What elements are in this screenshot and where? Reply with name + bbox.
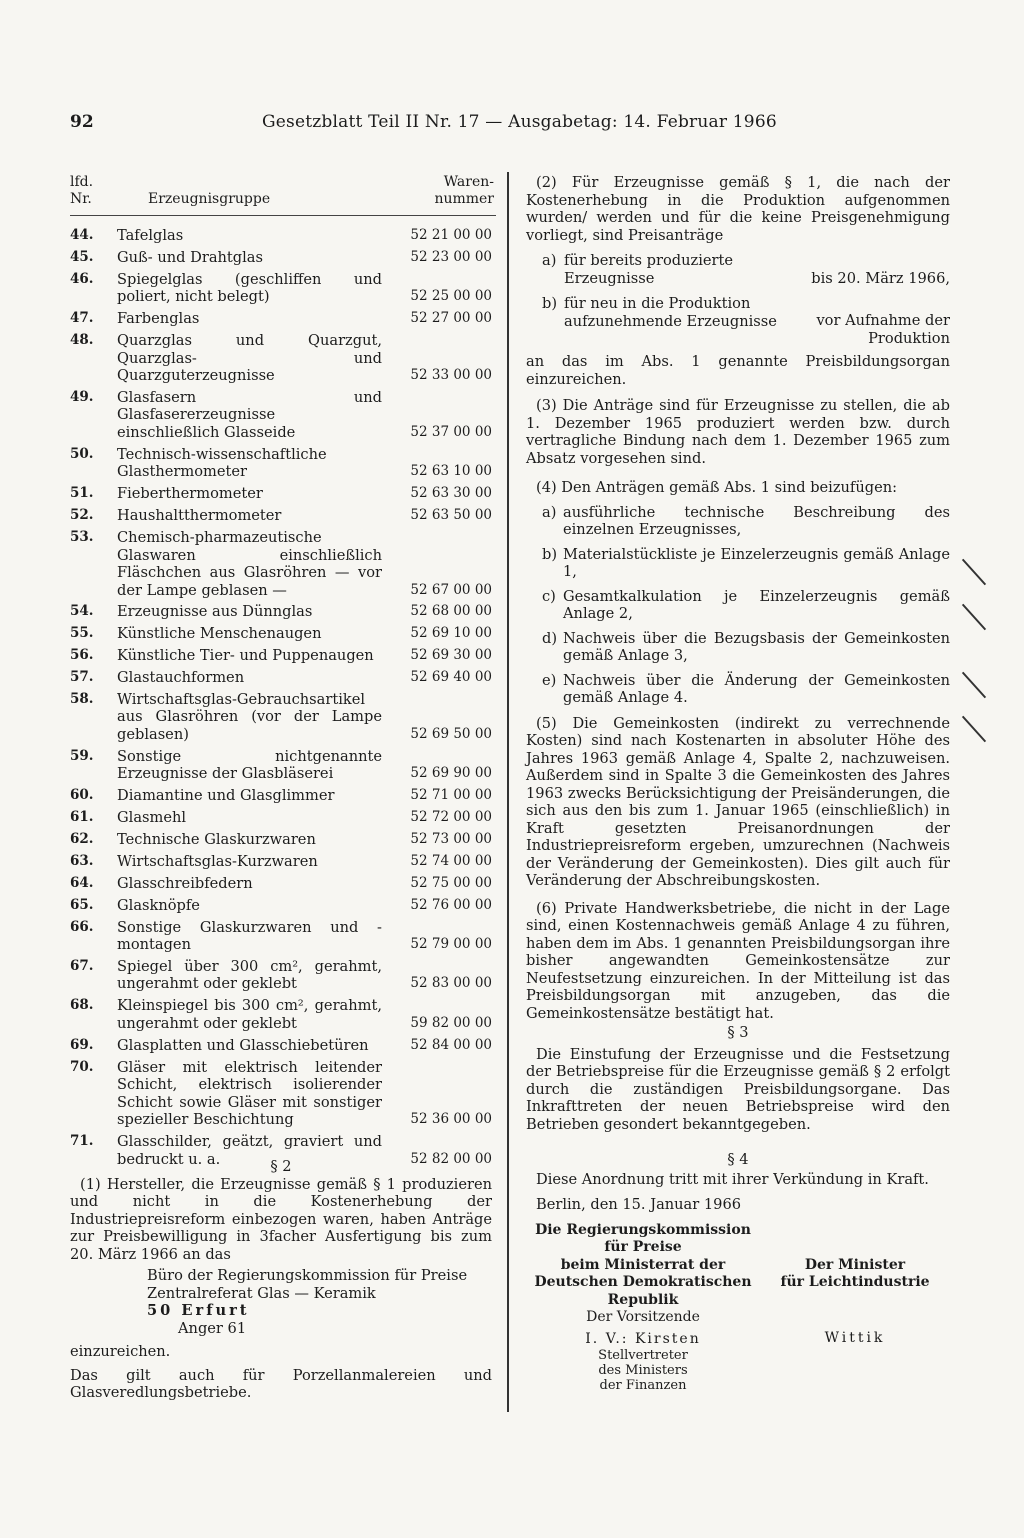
row-product-group: Sonstige nichtgenannte Erzeugnisse der Glasbläserei [117, 747, 382, 783]
sig-right-name: Wittik [824, 1329, 886, 1346]
row-number: 60. [70, 787, 94, 804]
sig-left-line-10: der Finanzen [599, 1378, 687, 1393]
row-product-group: Chemisch-pharmazeutische Glaswaren einschließlich Fläschchen aus Glasröhren — vor der Lampe geblasen — [117, 529, 382, 599]
table-row [70, 875, 496, 893]
deadline-b-date: vor Aufnahme der Produktion [816, 312, 950, 347]
row-number: 61. [70, 809, 94, 826]
attachment-label: a) [542, 503, 557, 521]
attachment-label: e) [542, 671, 557, 689]
row-goods-number: 52 27 00 00 [410, 310, 492, 327]
row-goods-number: 52 33 00 00 [410, 367, 492, 384]
row-goods-number: 52 36 00 00 [410, 1111, 492, 1128]
col-lfd-header [70, 174, 93, 208]
col-lfd-label-1: lfd. [70, 174, 94, 190]
section-3-text: Die Einstufung der Erzeugnisse und die Festsetzung der Betriebspreise für die Erzeugnisse gemäß § 2 erfolgt durch die zuständigen Preisbildungsorgane. Das Inkrafttreten der neuen Betriebspreise wird den Betrieben gesondert bekanntgegeben. [526, 1045, 950, 1133]
address-line-3: 50 Erfurt [147, 1302, 250, 1319]
column-rule [507, 172, 509, 1412]
table-row [70, 227, 496, 245]
row-number: 64. [70, 874, 94, 891]
table-row [70, 271, 496, 306]
row-product-group: Glasplatten und Glasschiebetüren [117, 1036, 369, 1054]
sig-left-line-4: Deutschen Demokratischen [534, 1274, 752, 1290]
col-number-header [434, 174, 494, 208]
row-goods-number: 52 69 40 00 [410, 669, 492, 686]
running-header: Gesetzblatt Teil II Nr. 17 — Ausgabetag: 14. Februar 1966 [262, 112, 777, 132]
sig-left-line-6: Der Vorsitzende [586, 1309, 700, 1325]
attachment-text: Materialstückliste je Einzelerzeugnis gemäß Anlage 1, [563, 545, 950, 580]
row-product-group: Erzeugnisse aus Dünnglas [117, 603, 313, 621]
row-product-group: Spiegelglas (geschliffen und poliert, nicht belegt) [117, 270, 382, 306]
sig-right-line-1: Der Minister [804, 1256, 906, 1273]
sig-right-line-2: für Leichtindustrie [780, 1274, 930, 1290]
table-row [70, 625, 496, 643]
sig-left-line-8: Stellvertreter [598, 1348, 688, 1363]
table-body [70, 227, 496, 1172]
row-number: 62. [70, 831, 94, 848]
row-goods-number: 52 23 00 00 [410, 248, 492, 265]
attachment-item [526, 504, 950, 539]
paragraph-3: (3) Die Anträge sind für Erzeugnisse zu stellen, die ab 1. Dezember 1965 produziert werden bzw. durch vertragliche Bindung nach dem 1. Dezember 1965 zum Absatz vorgesehen sind. [526, 397, 950, 467]
row-goods-number: 52 37 00 00 [410, 423, 492, 440]
row-number: 56. [70, 647, 94, 664]
table-row [70, 831, 496, 849]
row-number: 57. [70, 669, 94, 686]
row-goods-number: 52 84 00 00 [410, 1036, 492, 1053]
row-number: 51. [70, 485, 94, 502]
table-row [70, 310, 496, 328]
sig-left-name: I. V.: Kirsten [585, 1330, 701, 1347]
row-goods-number: 59 82 00 00 [410, 1014, 492, 1031]
row-goods-number: 52 67 00 00 [410, 581, 492, 598]
attachment-label: d) [542, 629, 558, 647]
table-row [70, 1037, 496, 1055]
margin-mark [962, 604, 986, 631]
col-number-label-1: Waren- [443, 174, 494, 190]
section-3-heading: § 3 [727, 1024, 749, 1041]
row-number: 47. [70, 310, 94, 327]
table-row [70, 787, 496, 805]
signature-block [526, 1222, 950, 1394]
page-number: 92 [70, 112, 94, 132]
row-product-group: Glasschreibfedern [117, 874, 253, 892]
table-row [70, 809, 496, 827]
row-number: 67. [70, 957, 94, 974]
row-goods-number: 52 69 10 00 [410, 625, 492, 642]
row-number: 59. [70, 747, 94, 764]
row-product-group: Haushaltthermometer [117, 507, 282, 525]
row-goods-number: 52 83 00 00 [410, 975, 492, 992]
deadline-a-label: a) [542, 252, 557, 269]
row-number: 65. [70, 896, 94, 913]
table-header [70, 172, 496, 212]
row-number: 50. [70, 445, 94, 462]
row-product-group: Farbenglas [117, 310, 200, 328]
address-line-2: Zentralreferat Glas — Keramik [147, 1284, 376, 1302]
sig-left-line-3: beim Ministerrat der [560, 1256, 726, 1273]
row-product-group: Künstliche Tier- und Puppenaugen [117, 647, 374, 665]
row-goods-number: 52 69 50 00 [410, 725, 492, 742]
section-4-heading: § 4 [727, 1151, 749, 1168]
row-number: 54. [70, 603, 94, 620]
row-product-group: Spiegel über 300 cm², gerahmt, ungerahmt oder geklebt [117, 957, 382, 993]
table-row [70, 897, 496, 915]
row-number: 44. [70, 227, 94, 243]
table-row [70, 507, 496, 525]
table-row [70, 1059, 496, 1129]
table-row [70, 446, 496, 481]
paragraph-6: (6) Private Handwerksbetriebe, die nicht in der Lage sind, einen Kostennachweis gemäß Anlage 4 zu führen, haben dem im Abs. 1 genannten Preisbildungsorgan ihre bisher angewandten Gemeinkostensätze zur Neufestsetzung einzureichen. In der Mitteilung ist das Preisbildungsorgan mit anzugeben, das die Gemeinkostensätze bestätigt hat. [526, 899, 950, 1022]
table-row [70, 332, 496, 385]
row-product-group: Fieberthermometer [117, 485, 263, 503]
address-block [147, 1267, 492, 1337]
section-2-paragraph-1: (1) Hersteller, die Erzeugnisse gemäß § 1 produzieren und nicht in die Kostenerhebung der Industriepreisreform einbezogen waren, haben Anträge zur Preisbewilligung in 3facher Ausfertigung bis zum 20. März 1966 an das [70, 1175, 492, 1263]
table-row [70, 529, 496, 599]
signature-right [760, 1222, 950, 1394]
address-line-4: Anger 61 [178, 1319, 247, 1337]
table-row [70, 485, 496, 503]
attachment-label: b) [542, 545, 558, 563]
row-product-group: Wirtschaftsglas-Gebrauchsartikel aus Glasröhren (vor der Lampe geblasen) [117, 690, 382, 743]
row-goods-number: 52 69 90 00 [410, 765, 492, 782]
row-number: 45. [70, 248, 94, 265]
row-product-group: Diamantine und Glasglimmer [117, 787, 335, 805]
section-2 [70, 1158, 492, 1402]
attachment-item [526, 588, 950, 623]
attachment-item [526, 672, 950, 707]
right-column [526, 174, 950, 1393]
table-row [70, 748, 496, 783]
row-number: 66. [70, 918, 94, 935]
row-goods-number: 52 76 00 00 [410, 896, 492, 913]
row-number: 48. [70, 332, 94, 349]
attachment-text: Nachweis über die Änderung der Gemeinkosten gemäß Anlage 4. [563, 671, 950, 706]
signature-left [526, 1222, 760, 1394]
row-number: 70. [70, 1058, 94, 1075]
row-product-group: Technische Glaskurzwaren [117, 831, 316, 849]
row-number: 52. [70, 507, 94, 524]
row-number: 63. [70, 852, 94, 869]
row-goods-number: 52 73 00 00 [410, 831, 492, 848]
row-product-group: Guß- und Drahtglas [117, 248, 263, 266]
row-goods-number: 52 71 00 00 [410, 787, 492, 804]
place-date: Berlin, den 15. Januar 1966 [536, 1196, 742, 1213]
row-number: 49. [70, 388, 94, 405]
address-line-1: Büro der Regierungskommission für Preise [147, 1267, 468, 1284]
table-row [70, 389, 496, 442]
row-product-group: Glasfasern und Glasfasererzeugnisse einschließlich Glasseide [117, 388, 382, 441]
row-number: 58. [70, 690, 94, 707]
table-row [70, 691, 496, 744]
table-header-rule [70, 215, 496, 216]
row-number: 55. [70, 625, 94, 642]
deadline-b-label: b) [542, 295, 558, 312]
row-number: 71. [70, 1133, 94, 1150]
row-goods-number: 52 68 00 00 [410, 603, 492, 620]
paragraph-2-end: an das im Abs. 1 genannte Preisbildungsorgan einzureichen. [526, 353, 950, 388]
deadline-a-date: bis 20. März 1966, [811, 269, 950, 287]
row-product-group: Wirtschaftsglas-Kurzwaren [117, 852, 318, 870]
deadline-b-text: für neu in die Produktion aufzunehmende Erzeugnisse [564, 295, 777, 330]
section-2-submit-text: einzureichen. [70, 1343, 171, 1360]
row-goods-number: 52 82 00 00 [410, 1150, 492, 1167]
row-product-group: Technisch-wissenschaftliche Glasthermometer [117, 445, 327, 481]
table-row [70, 853, 496, 871]
row-product-group: Künstliche Menschenaugen [117, 625, 322, 643]
table-row [70, 669, 496, 687]
deadline-b [542, 295, 950, 347]
sig-left-line-9: des Ministers [598, 1363, 688, 1378]
row-number: 69. [70, 1036, 94, 1053]
section-2-heading: § 2 [270, 1158, 292, 1175]
row-product-group: Glasmehl [117, 809, 187, 827]
row-goods-number: 52 63 50 00 [410, 507, 492, 524]
attachment-text: Nachweis über die Bezugsbasis der Gemeinkosten gemäß Anlage 3, [563, 629, 950, 664]
row-product-group: Glastauchformen [117, 669, 245, 687]
row-goods-number: 52 69 30 00 [410, 647, 492, 664]
table-row [70, 919, 496, 954]
attachment-text: Gesamtkalkulation je Einzelerzeugnis gemäß Anlage 2, [563, 587, 950, 622]
table-row [70, 249, 496, 267]
row-product-group: Gläser mit elektrisch leitender Schicht, elektrisch isolierender Schicht sowie Gläser mit sonstiger spezieller Beschichtung [117, 1058, 382, 1129]
row-number: 46. [70, 270, 94, 287]
row-goods-number: 52 63 30 00 [410, 485, 492, 502]
paragraph-2: (2) Für Erzeugnisse gemäß § 1, die nach der Kostenerhebung in die Produktion aufgenommen wurden/ werden und für die keine Preisgenehmigung vorliegt, sind Preisanträge [526, 174, 950, 244]
deadline-a-text: für bereits produzierte Erzeugnisse [564, 252, 733, 287]
sig-left-line-1: Die Regierungskommission [535, 1221, 751, 1238]
section-2-last-paragraph: Das gilt auch für Porzellanmalereien und Glasveredlungsbetriebe. [70, 1366, 492, 1401]
table-row [70, 958, 496, 993]
margin-mark [962, 716, 986, 743]
attachment-item [526, 630, 950, 665]
row-product-group: Glasknöpfe [117, 896, 200, 914]
row-goods-number: 52 21 00 00 [410, 227, 492, 243]
col-number-label-2: nummer [434, 191, 494, 207]
row-goods-number: 52 63 10 00 [410, 463, 492, 480]
row-product-group: Kleinspiegel bis 300 cm², gerahmt, ungerahmt oder geklebt [117, 997, 382, 1032]
col-lfd-label-2: Nr. [70, 191, 92, 207]
row-goods-number: 52 72 00 00 [410, 809, 492, 826]
row-goods-number: 52 75 00 00 [410, 874, 492, 891]
sig-left-line-2: für Preise [604, 1239, 682, 1255]
row-goods-number: 52 74 00 00 [410, 852, 492, 869]
paragraph-5: (5) Die Gemeinkosten (indirekt zu verrechnende Kosten) sind nach Kostenarten in absoluter Höhe des Jahres 1963 gemäß Anlage 4, Spalte 2, nachzuweisen. Außerdem sind in Spalte 3 die Gemeinkosten des Jahres 1963 zwecks Berücksichtigung der Preisänderungen, die sich aus den bis zum 1. Januar 1965 (einschließlich) in Kraft gesetzten Preisanordnungen der Industriepreisreform ergeben, umzurechnen (Nachweis der Veränderung der Gemeinkosten). Dies gilt auch für Veränderung der Abschreibungskosten. [526, 714, 950, 889]
row-goods-number: 52 25 00 00 [410, 288, 492, 305]
deadline-a [542, 252, 950, 287]
attachment-text: ausführliche technische Beschreibung des einzelnen Erzeugnisses, [563, 503, 950, 538]
table-row [70, 997, 496, 1032]
margin-mark [962, 559, 986, 586]
row-product-group: Quarzglas und Quarzgut, Quarzglas- und Quarzguterzeugnisse [117, 332, 382, 385]
row-number: 68. [70, 997, 94, 1014]
paragraph-4: (4) Den Anträgen gemäß Abs. 1 sind beizufügen: [536, 479, 898, 496]
table-row [70, 647, 496, 665]
sig-left-line-5: Republik [607, 1291, 679, 1308]
section-4-text: Diese Anordnung tritt mit ihrer Verkündung in Kraft. [536, 1170, 929, 1188]
attachment-item [526, 546, 950, 581]
row-product-group: Glasschilder, geätzt, graviert und bedruckt u. a. [117, 1133, 382, 1168]
col-group-header: Erzeugnisgruppe [148, 191, 271, 207]
row-product-group: Tafelglas [117, 227, 184, 244]
attachment-list [526, 504, 950, 707]
row-number: 53. [70, 529, 94, 546]
table-row [70, 603, 496, 621]
row-product-group: Sonstige Glaskurzwaren und -montagen [117, 918, 382, 954]
row-goods-number: 52 79 00 00 [410, 936, 492, 953]
margin-mark [962, 672, 986, 699]
attachment-label: c) [542, 587, 556, 605]
